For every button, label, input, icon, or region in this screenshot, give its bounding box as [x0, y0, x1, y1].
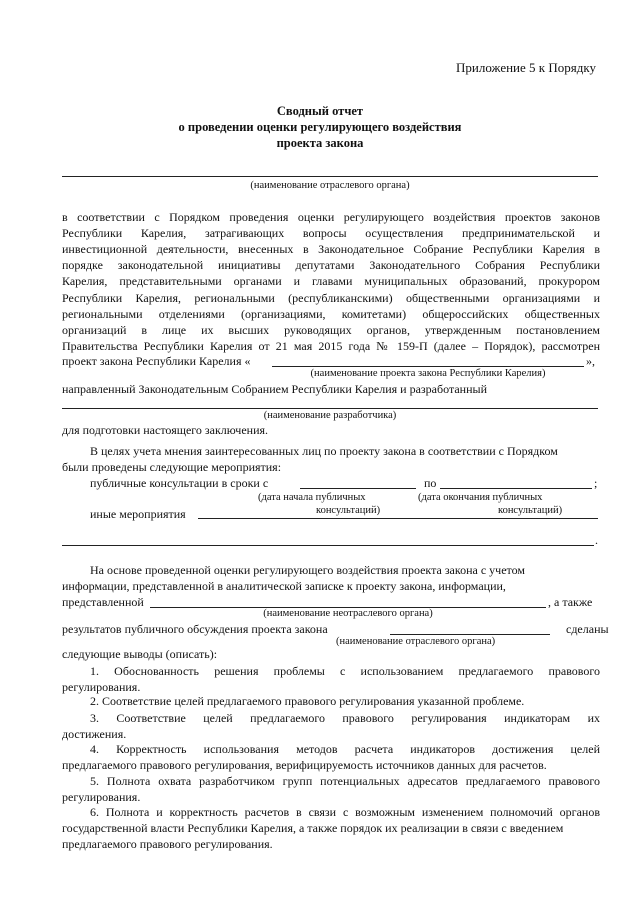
conclusion-item-line: достижения. [62, 727, 127, 741]
start-date-blank[interactable] [300, 488, 416, 489]
conclusion-item-line: предлагаемого правового регулирования, верифицируемость источников данных для расчетов. [62, 758, 547, 772]
directed-text: направленный Законодательным Собранием Республики Карелия и разработанный [62, 382, 487, 396]
consult-text-2: были проведены следующие мероприятия: [62, 460, 282, 474]
basis-line-1 [62, 562, 600, 578]
intro-line: Правительства Республики Карелия от 21 мая 2015 года № 159-П (далее – Порядок), рассмотрен [62, 338, 600, 353]
semicolon: ; [594, 476, 598, 490]
intro-line: инвестиционной деятельности, внесенных в Законодательное Собрание Республики Карелия в [62, 242, 600, 257]
appendix-label: Приложение 5 к Порядку [456, 60, 596, 75]
made-text: сделаны [566, 622, 609, 636]
conclusion-item-line: предлагаемого правового регулирования. [62, 837, 273, 851]
title-line-3: проекта закона [276, 136, 364, 150]
basis-text-1: На основе проведенной оценки регулирующего воздействия проекта закона с учетом [90, 563, 525, 577]
intro-line: порядке законодательной инициативы депутатами Законодательного Собрания Республики [62, 258, 600, 273]
end-date-caption-2: консультаций) [498, 505, 563, 516]
to-label: по [424, 476, 437, 490]
period: . [595, 533, 598, 547]
start-date-caption-2: консультаций) [316, 505, 381, 516]
also-text: , а также [548, 595, 593, 609]
bill-prefix: проект закона Республики Карелия « [62, 354, 251, 368]
conclusions-label: следующие выводы (описать): [62, 647, 218, 661]
end-date-blank[interactable] [440, 488, 592, 489]
conclusion-item-line: 3. Соответствие целей предлагаемого правового регулирования индикаторам их [90, 711, 600, 725]
sector-org-caption-2: (наименование отраслевого органа) [336, 636, 496, 647]
other-events-blank-2[interactable] [62, 545, 594, 546]
non-sector-org-caption: (наименование неотраслевого органа) [263, 608, 433, 619]
intro-line: организаций в лице их высших руководящих органов, утвержденным постановлением [62, 322, 600, 337]
intro-line: Карелия, представительными органами и главами муниципальных образований, прокурором [62, 274, 600, 289]
intro-line: региональными отделениями (организациями, комитетами) общероссийских общественных [62, 306, 600, 321]
sector-org-blank[interactable] [62, 176, 598, 177]
conclusion-item-line: 4. Корректность использования методов расчета индикаторов достижения целей [90, 742, 600, 756]
for-preparation-text: для подготовки настоящего заключения. [62, 423, 269, 437]
conclusion-item-line: регулирования. [62, 790, 141, 804]
sector-org-caption: (наименование отраслевого органа) [250, 180, 410, 191]
conclusion-item-line: 1. Обоснованность решения проблемы с использованием предлагаемого правового [90, 664, 600, 678]
consult-text-1: В целях учета мнения заинтересованных лиц по проекту закона в соответствии с Порядком [90, 444, 558, 458]
other-events-label: иные мероприятия [90, 507, 186, 521]
conclusion-item-line: 6. Полнота и корректность расчетов в связи с возможным изменением полномочий органов [90, 805, 600, 819]
public-consult-label: публичные консультации в сроки с [90, 476, 269, 490]
developer-caption: (наименование разработчика) [263, 410, 397, 421]
bill-suffix: », [586, 354, 595, 368]
intro-line: в соответствии с Порядком проведения оценки регулирующего воздействия проектов законов [62, 210, 600, 224]
basis-text-2: информации, представленной в аналитической записке к проекту закона, информации, [62, 579, 506, 593]
results-text: результатов публичного обсуждения проекта закона [62, 622, 328, 636]
conclusion-item-line: государственной власти Республики Карелия, а также порядок их реализации в связи с введением [62, 821, 564, 835]
intro-line: Республики Карелия, затрагивающих вопросы осуществления предпринимательской и [62, 226, 600, 241]
other-events-blank[interactable] [198, 518, 598, 519]
intro-line: Республики Карелия, региональными (республиканскими) общественными организациями и [62, 290, 600, 305]
start-date-caption: (дата начала публичных [258, 492, 366, 503]
conclusion-item-line: регулирования. [62, 680, 141, 694]
title-line-1: Сводный отчет [276, 104, 364, 118]
bill-name-caption: (наименование проекта закона Республики Карелия) [310, 368, 546, 379]
basis-text-3: представленной [62, 595, 144, 609]
conclusion-item-line: 5. Полнота охвата разработчиком групп потенциальных адресатов предлагаемого правового [90, 774, 600, 788]
conclusion-item-line: 2. Соответствие целей предлагаемого правового регулирования указанной проблеме. [90, 694, 525, 708]
end-date-caption: (дата окончания публичных [418, 492, 543, 503]
title-line-2: о проведении оценки регулирующего воздействия [178, 120, 462, 134]
